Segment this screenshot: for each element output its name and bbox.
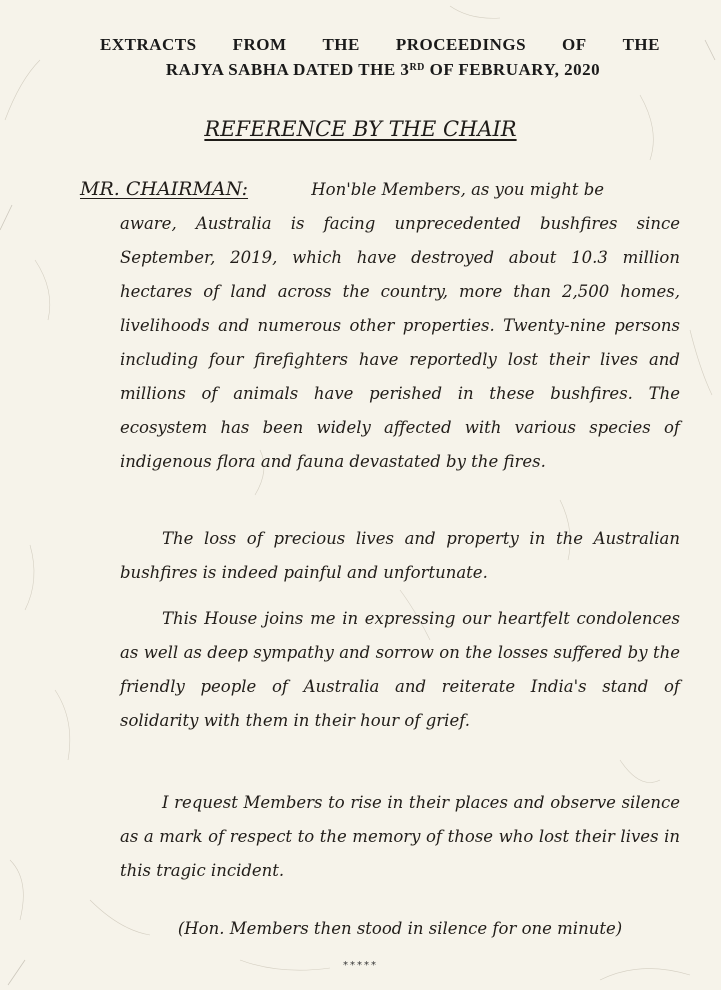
heading-line-1 [100, 32, 660, 57]
heading-word: THE [322, 35, 360, 54]
paragraph-1-opening: Hon'ble Members, as you might be [311, 180, 605, 199]
speaker-label: MR. CHAIRMAN: [80, 178, 249, 200]
document-heading [100, 32, 660, 82]
heading-date-suffix: OF FEBRUARY, 2020 [424, 60, 601, 79]
heading-word: OF [562, 35, 587, 54]
proceedings-note: (Hon. Members then stood in silence for one minute) [177, 919, 623, 938]
end-mark: ***** [343, 960, 378, 971]
heading-word: FROM [232, 35, 287, 54]
heading-date-prefix: RAJYA SABHA DATED THE 3 [165, 60, 410, 79]
paragraph-1 [80, 172, 680, 479]
paragraph-3: This House joins me in expressing our heartfelt condolences as well as deep sympathy and sorrow on the losses suffered by the friendly people of Australia and reiterate India's stand of solidarity with them in their hour of grief. [120, 609, 680, 730]
heading-word: THE [622, 35, 660, 54]
paragraph-4: I request Members to rise in their places and observe silence as a mark of respect to the memory of those who lost their lives in this tragic incident. [120, 793, 680, 880]
heading-word: PROCEEDINGS [395, 35, 527, 54]
section-title: REFERENCE BY THE CHAIR [204, 117, 517, 141]
paragraph-2: The loss of precious lives and property in the Australian bushfires is indeed painful and unfortunate. [120, 529, 680, 582]
paragraph-1-body: aware, Australia is facing unprecedented bushfires since September, 2019, which have destroyed about 10.3 million hectares of land across the country, more than 2,500 homes, livelihoods and numerous other properties. Twenty-nine persons including four firefighters have reportedly lost their lives and millions of animals have perished in these bushfires. The ecosystem has been widely affected with various species of indigenous flora and fauna devastated by the fires. [120, 214, 680, 471]
heading-line-2 [100, 57, 660, 82]
heading-ordinal-suffix: RD [409, 62, 425, 73]
heading-word: EXTRACTS [100, 35, 197, 54]
